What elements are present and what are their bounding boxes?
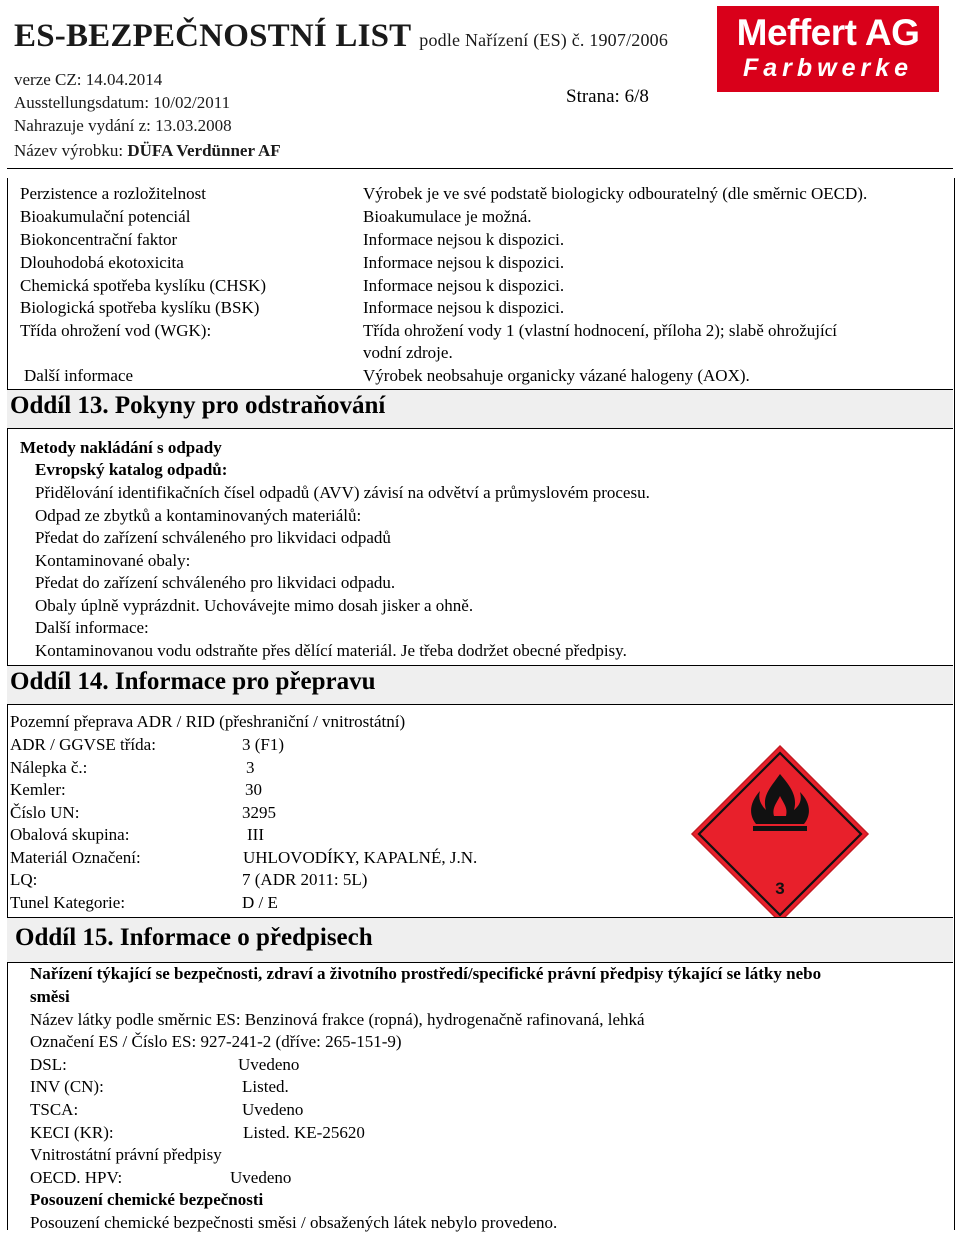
eco-value: Informace nejsou k dispozici. — [363, 276, 565, 295]
transport-label: Kemler: — [10, 780, 66, 799]
eco-label: Dlouhodobá ekotoxicita — [20, 253, 184, 272]
eco-value: Bioakumulace je možná. — [363, 207, 532, 226]
header-divider — [7, 168, 953, 169]
transport-label: LQ: — [10, 870, 38, 889]
eco-value: Informace nejsou k dispozici. — [363, 298, 565, 317]
substance-name: Název látky podle směrnic ES: Benzinová frakce (ropná), hydrogenačně rafinovaná, lehká — [30, 1010, 645, 1029]
transport-value: 3 (F1) — [242, 735, 285, 754]
page-number: Strana: 6/8 — [566, 86, 649, 107]
inventory-value: Uvedeno — [238, 1055, 300, 1074]
company-logo — [717, 6, 939, 92]
regulation-heading: Nařízení týkající se bezpečnosti, zdraví a životního prostředí/specifické právní předpisy týkající se látky nebo — [30, 964, 822, 983]
inventory-value: Listed. KE-25620 — [243, 1123, 365, 1142]
waste-methods-heading: Metody nakládání s odpady — [20, 438, 222, 457]
sds-title: ES-BEZPEČNOSTNÍ LIST — [14, 18, 411, 54]
transport-label: Obalová skupina: — [10, 825, 130, 844]
eco-label: Biokoncentrační faktor — [20, 230, 178, 249]
inventory-label: KECI (KR): — [30, 1123, 114, 1142]
transport-label: Nálepka č.: — [10, 758, 88, 777]
eco-value: Výrobek neobsahuje organicky vázané halogeny (AOX). — [363, 366, 750, 385]
product-label: Název výrobku: — [14, 141, 124, 160]
inventory-value: Listed. — [242, 1077, 289, 1096]
eco-value: Informace nejsou k dispozici. — [363, 230, 565, 249]
waste-line: Předat do zařízení schváleného pro likvidaci odpadu. — [35, 573, 396, 592]
logo-line1: Meffert AG — [736, 12, 920, 53]
transport-label: ADR / GGVSE třída: — [10, 735, 156, 754]
eco-value: Třída ohrožení vody 1 (vlastní hodnocení, příloha 2); slabě ohrožující — [363, 321, 837, 340]
section-15-header — [7, 917, 953, 963]
eco-label: Další informace — [24, 366, 134, 385]
inventory-label: TSCA: — [30, 1100, 79, 1119]
oecd-value: Uvedeno — [230, 1168, 292, 1187]
eco-value: Výrobek je ve své podstatě biologicky odbouratelný (dle směrnic OECD). — [363, 184, 868, 203]
oecd-label: OECD. HPV: — [30, 1168, 123, 1187]
waste-line: Přidělování identifikačních čísel odpadů (AVV) závisí na odvětví a průmyslovém procesu. — [35, 483, 650, 502]
waste-line: Obaly úplně vyprázdnit. Uchovávejte mimo dosah jisker a ohně. — [35, 596, 474, 615]
waste-line: Kontaminovanou vodu odstraňte přes dělící materiál. Je třeba dodržet obecné předpisy. — [35, 641, 627, 660]
waste-line: Další informace: — [35, 618, 149, 637]
document-title — [14, 18, 668, 55]
regulation-reference: podle Nařízení (ES) č. 1907/2006 — [419, 30, 669, 50]
issue-date-line: Ausstellungsdatum: 10/02/2011 — [14, 93, 231, 112]
transport-value: D / E — [242, 893, 278, 912]
regulation-heading-continued: směsi — [30, 987, 70, 1006]
waste-line: Předat do zařízení schváleného pro likvidaci odpadů — [35, 528, 391, 547]
eco-label: Chemická spotřeba kyslíku (CHSK) — [20, 276, 266, 295]
product-name: DÜFA Verdünner AF — [127, 141, 281, 160]
transport-value: III — [247, 825, 264, 844]
transport-value: 30 — [245, 780, 262, 799]
logo-line2: Farbwerke — [742, 54, 914, 82]
replaces-line: Nahrazuje vydání z: 13.03.2008 — [14, 116, 232, 135]
chemical-safety-text: Posouzení chemické bezpečnosti směsi / obsažených látek nebylo provedeno. — [30, 1213, 558, 1232]
eco-value: Informace nejsou k dispozici. — [363, 253, 565, 272]
eco-label: Bioakumulační potenciál — [20, 207, 191, 226]
transport-heading: Pozemní přeprava ADR / RID (přeshraniční / vnitrostátní) — [10, 712, 406, 731]
flammable-hazard-label — [690, 744, 870, 924]
transport-value: UHLOVODÍKY, KAPALNÉ, J.N. — [243, 848, 478, 867]
waste-line: Kontaminované obaly: — [35, 551, 191, 570]
section-14-title: Oddíl 14. Informace pro přepravu — [10, 668, 376, 695]
eco-label: Perzistence a rozložitelnost — [20, 184, 206, 203]
transport-value: 3 — [246, 758, 255, 777]
section-13-header — [7, 389, 953, 429]
national-regulations: Vnitrostátní právní předpisy — [30, 1145, 222, 1164]
eco-value-continued: vodní zdroje. — [363, 343, 453, 362]
transport-label: Tunel Kategorie: — [10, 893, 126, 912]
section-15-title: Oddíl 15. Informace o předpisech — [15, 924, 373, 951]
waste-line: Odpad ze zbytků a kontaminovaných materiálů: — [35, 506, 362, 525]
inventory-label: INV (CN): — [30, 1077, 104, 1096]
eco-label: Biologická spotřeba kyslíku (BSK) — [20, 298, 260, 317]
hazard-class-number: 3 — [775, 879, 785, 898]
product-name-line — [14, 141, 281, 161]
ec-number: Označení ES / Číslo ES: 927-241-2 (dříve: 265-151-9) — [30, 1032, 402, 1051]
transport-value: 7 (ADR 2011: 5L) — [242, 870, 368, 889]
waste-catalog-heading: Evropský katalog odpadů: — [35, 460, 228, 479]
inventory-value: Uvedeno — [242, 1100, 304, 1119]
section-13-title: Oddíl 13. Pokyny pro odstraňování — [10, 392, 386, 419]
transport-label: Materiál Označení: — [10, 848, 141, 867]
transport-value: 3295 — [242, 803, 276, 822]
chemical-safety-heading: Posouzení chemické bezpečnosti — [30, 1190, 264, 1209]
eco-label: Třída ohrožení vod (WGK): — [20, 321, 212, 340]
transport-label: Číslo UN: — [10, 803, 80, 822]
section-14-header — [7, 665, 953, 705]
inventory-label: DSL: — [30, 1055, 67, 1074]
version-line: verze CZ: 14.04.2014 — [14, 70, 163, 89]
